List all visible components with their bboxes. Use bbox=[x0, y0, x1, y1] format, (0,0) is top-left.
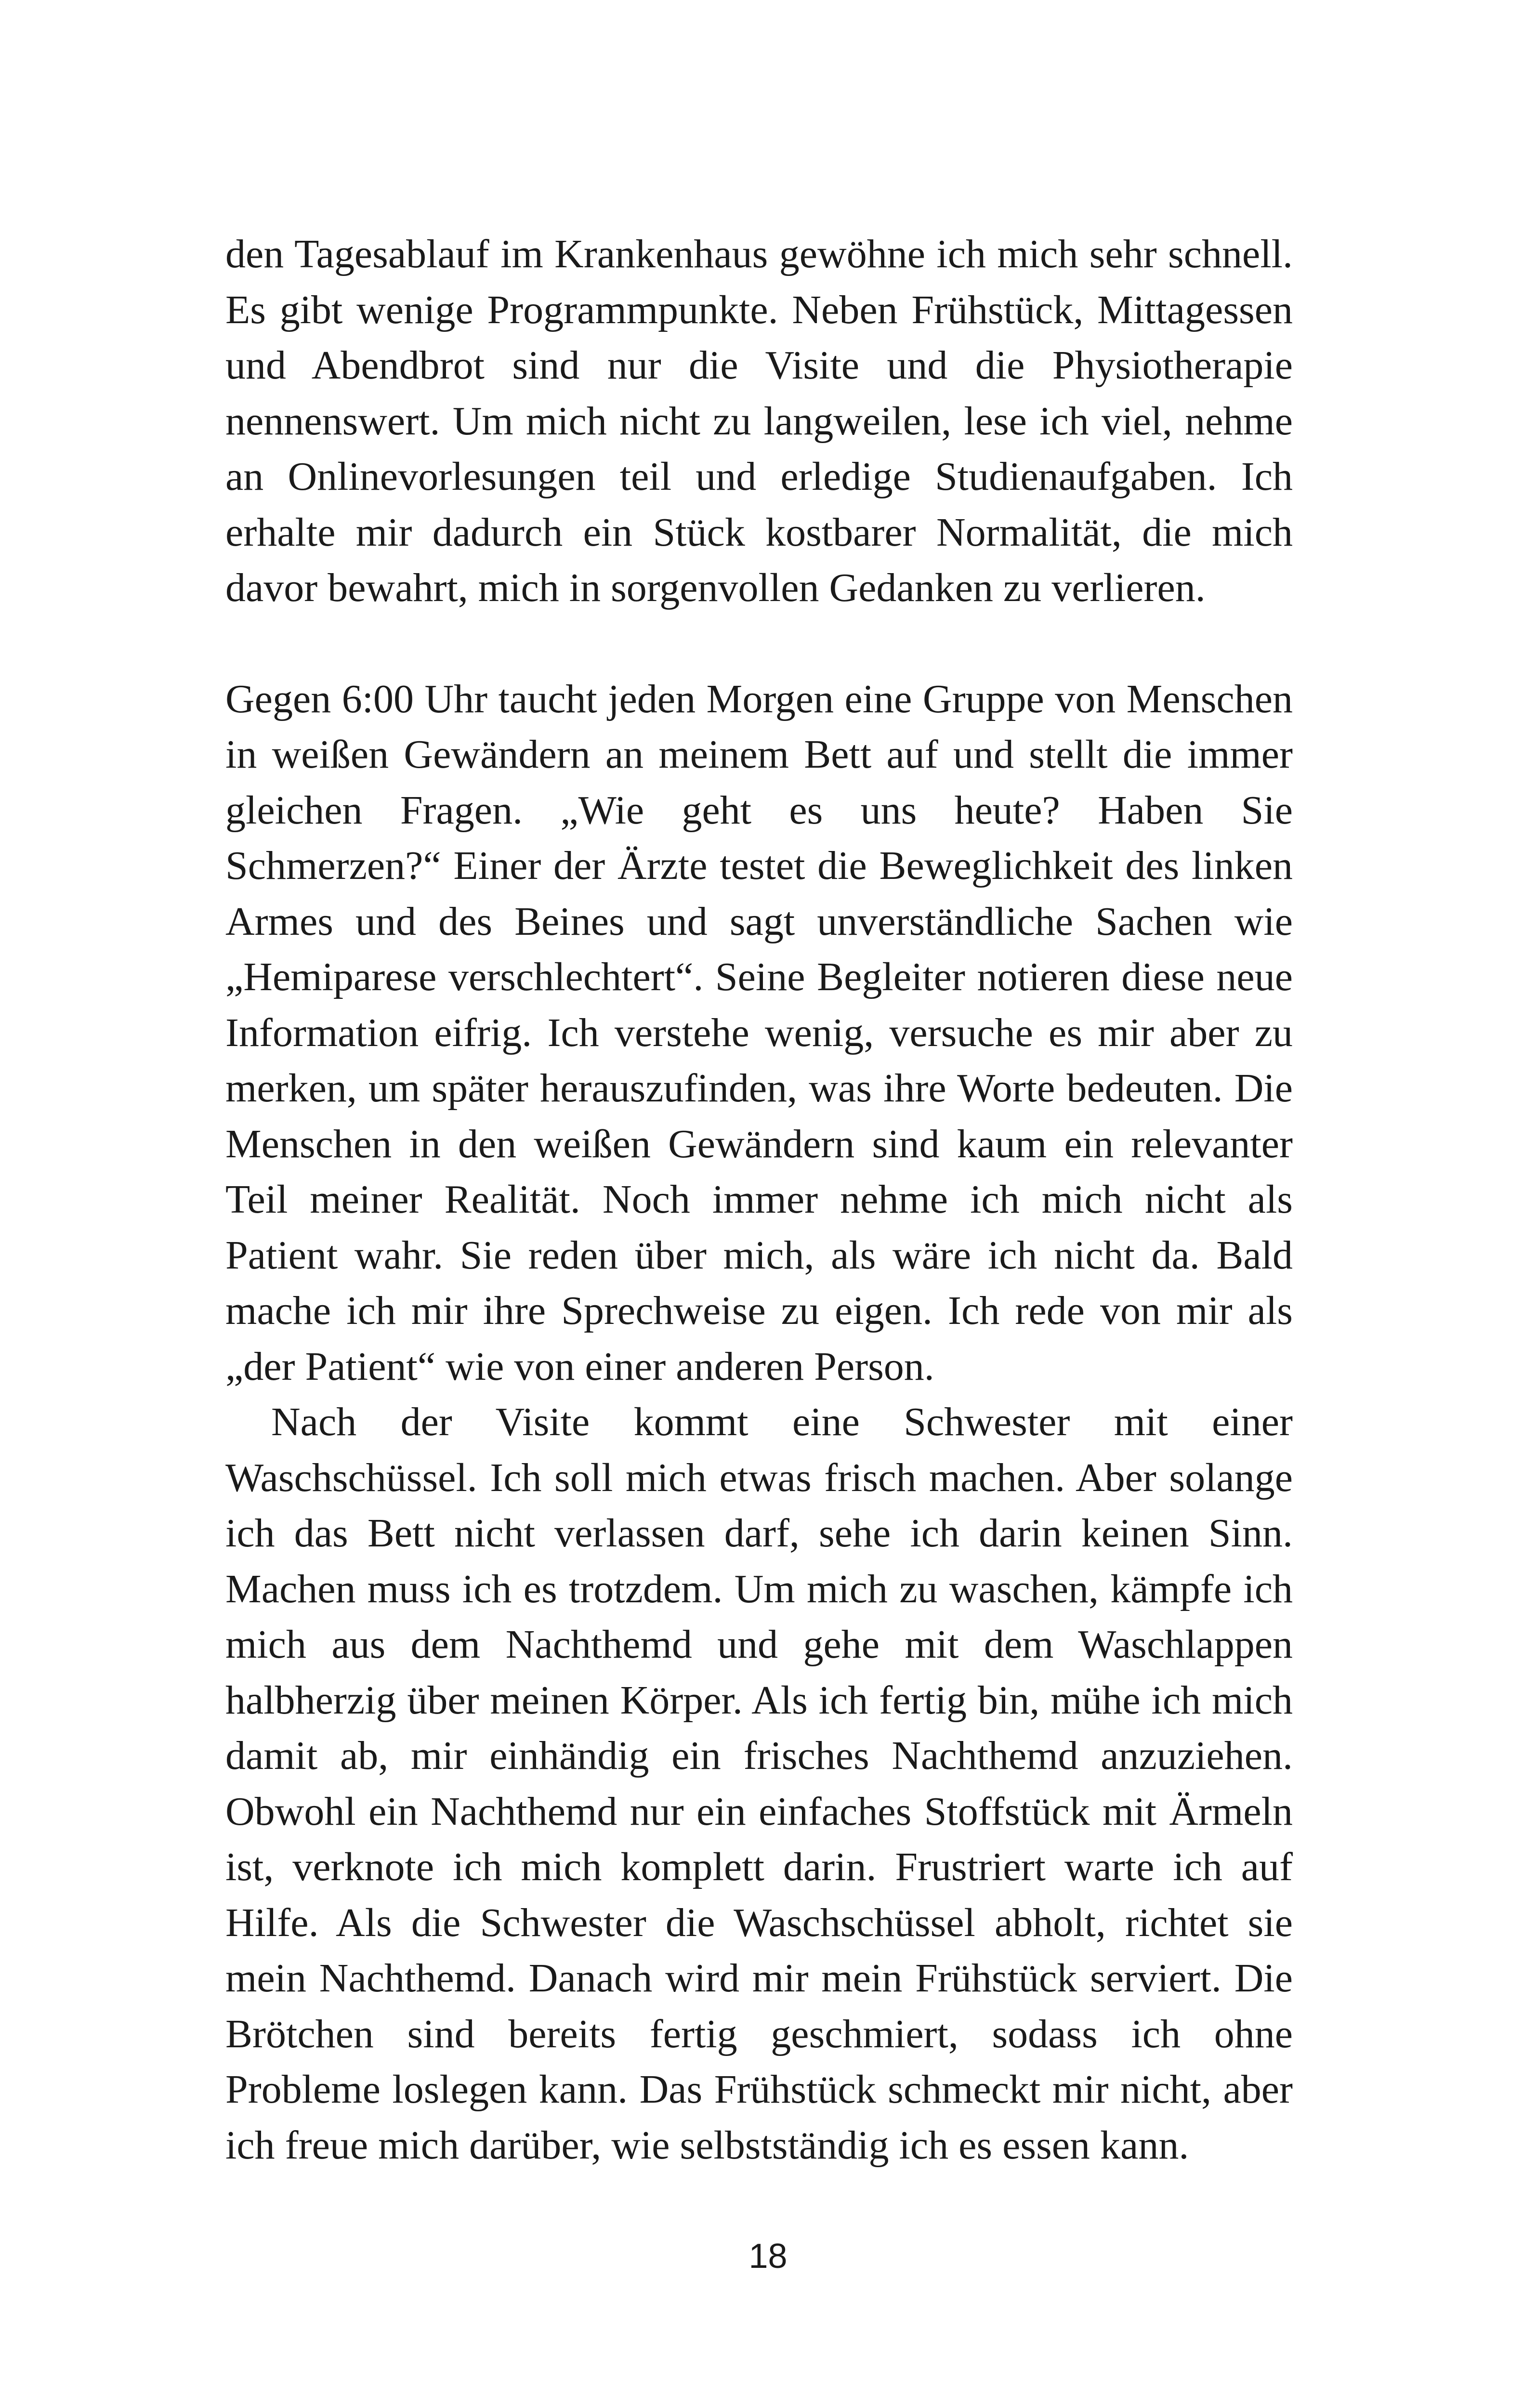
paragraph-3: Nach der Visite kommt eine Schwester mit einer Waschschüssel. Ich soll mich etwas frisch machen. Aber solange ich das Bett nicht verlassen darf, sehe ich darin keinen Sinn. Machen muss ich es trotzdem. Um mich zu waschen, kämpfe ich mich aus dem Nachthemd und gehe mit dem Waschlappen halbherzig über meinen Körper. Als ich fertig bin, mühe ich mich damit ab, mir einhändig ein frisches Nachthemd anzuziehen. Obwohl ein Nachthemd nur ein einfaches Stoffstück mit Ärmeln ist, verknote ich mich komplett darin. Frustriert warte ich auf Hilfe. Als die Schwester die Waschschüssel abholt, richtet sie mein Nachthemd. Danach wird mir mein Frühstück serviert. Die Brötchen sind bereits fertig geschmiert, sodass ich ohne Probleme loslegen kann. Das Frühstück schmeckt mir nicht, aber ich freue mich darüber, wie selbstständig ich es essen kann. bbox=[225, 1400, 1293, 2168]
paragraph-1: den Tagesablauf im Krankenhaus gewöhne ich mich sehr schnell. Es gibt wenige Programmpunkte. Neben Frühstück, Mittagessen und Abendbrot sind nur die Visite und die Physiotherapie nennenswert. Um mich nicht zu langweilen, lese ich viel, nehme an Onlinevorlesungen teil und erledige Studienaufgaben. Ich erhalte mir dadurch ein Stück kostbarer Normalität, die mich davor bewahrt, mich in sorgenvollen Gedanken zu verlieren. bbox=[225, 232, 1293, 610]
body-text bbox=[225, 226, 1293, 2173]
paragraph-2: Gegen 6:00 Uhr taucht jeden Morgen eine Gruppe von Menschen in weißen Gewändern an meinem Bett auf und stellt die immer gleichen Fragen. „Wie geht es uns heute? Haben Sie Schmerzen?“ Einer der Ärzte testet die Beweglichkeit des linken Armes und des Beines und sagt unverständliche Sachen wie „Hemiparese verschlechtert“. Seine Begleiter notieren diese neue Information eifrig. Ich verstehe wenig, versuche es mir aber zu merken, um später herauszufinden, was ihre Worte bedeuten. Die Menschen in den weißen Gewändern sind kaum ein relevanter Teil meiner Realität. Noch immer nehme ich mich nicht als Patient wahr. Sie reden über mich, als wäre ich nicht da. Bald mache ich mir ihre Sprechweise zu eigen. Ich rede von mir als „der Patient“ wie von einer anderen Person. bbox=[225, 676, 1293, 1389]
page-number: 18 bbox=[748, 2237, 788, 2276]
